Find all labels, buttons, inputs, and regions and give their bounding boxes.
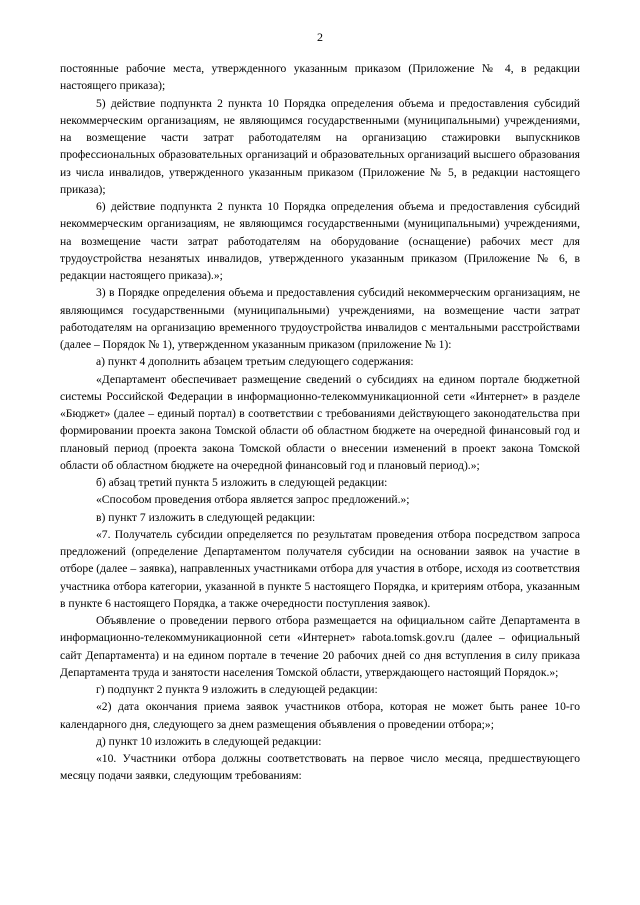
document-paragraph: «7. Получатель субсидии определяется по результатам проведения отбора посредством запроса предложений (определение Департаментом получателя субсидии на основании заявок на участие в отборе (далее – заявка), направленных участниками отбора для участия в отборе, исходя из соответствия участника отбора категории, указанной в пункте 5 настоящего Порядка, и критериям отбора, указанным в пункте 6 настоящего Порядка, а также очередности поступления заявок). [60, 527, 580, 610]
document-paragraph: б) абзац третий пункта 5 изложить в следующей редакции: [96, 476, 388, 489]
document-paragraph: «10. Участники отбора должны соответствовать на первое число месяца, предшествующего месяцу подачи заявки, следующим требованиям: [60, 752, 580, 783]
document-paragraph: 3) в Порядке определения объема и предоставления субсидий некоммерческим организациям, не являющимся государственными (муниципальными) учреждениями, на возмещение части затрат работодателям на организацию временного трудоустройства инвалидов с ментальными расстройствами (далее – Порядок № 1), утвержденном указанным приказом (приложение № 1): [60, 286, 580, 351]
document-paragraph: 6) действие подпункта 2 пункта 10 Порядка определения объема и предоставления субсидий некоммерческим организациям, не являющимся государственными (муниципальными) учреждениями, на возмещение части затрат работодателям на оборудование (оснащение) рабочих мест для трудоустройства незанятых инвалидов, утвержденного указанным приказом (Приложение № 6, в редакции настоящего приказа).»; [60, 200, 580, 282]
document-body [60, 60, 580, 785]
document-paragraph: Объявление о проведении первого отбора размещается на официальном сайте Департамента в информационно-телекоммуникационной сети «Интернет» rabota.tomsk.gov.ru (далее – официальный сайт Департамента) и на едином портале в течение 20 рабочих дней со дня вступления в силу приказа Департамента труда и занятости населения Томской области, утверждающего настоящий Порядок.»; [60, 614, 580, 679]
document-paragraph: «2) дата окончания приема заявок участников отбора, которая не может быть ранее 10-го календарного дня, следующего за днем размещения объявления о проведении отбора;»; [60, 700, 580, 731]
document-paragraph: «Способом проведения отбора является запрос предложений.»; [96, 493, 410, 507]
document-paragraph: 5) действие подпункта 2 пункта 10 Порядка определения объема и предоставления субсидий некоммерческим организациям, не являющимся государственными (муниципальными) учреждениями, на возмещение части затрат работодателям на организацию стажировки выпускников профессиональных образовательных организаций и образовательных организаций высшего образования из числа инвалидов, утвержденного указанным приказом (Приложение № 5, в редакции настоящего приказа); [60, 96, 580, 196]
document-paragraph: д) пункт 10 изложить в следующей редакции: [96, 734, 322, 748]
document-paragraph: «Департамент обеспечивает размещение сведений о субсидиях на едином портале бюджетной системы Российской Федерации в информационно-телекоммуникационной сети «Интернет» в разделе «Бюджет» (далее – единый портал) в соответствии с требованиями действующего законодательства при формировании проекта закона Томской области об областном бюджете на очередной финансовый год и плановый период (проекта закона Томской области о внесении изменений в проект закона Томской области об областном бюджете на очередной финансовый год и плановый период).»; [60, 372, 580, 472]
page-number: 2 [317, 30, 323, 44]
document-paragraph: а) пункт 4 дополнить абзацем третьим следующего содержания: [96, 355, 414, 369]
document-paragraph: г) подпункт 2 пункта 9 изложить в следующей редакции: [96, 683, 378, 696]
document-paragraph: в) пункт 7 изложить в следующей редакции: [96, 510, 316, 524]
document-paragraph: постоянные рабочие места, утвержденного указанным приказом (Приложение № 4, в редакции настоящего приказа); [60, 62, 580, 93]
